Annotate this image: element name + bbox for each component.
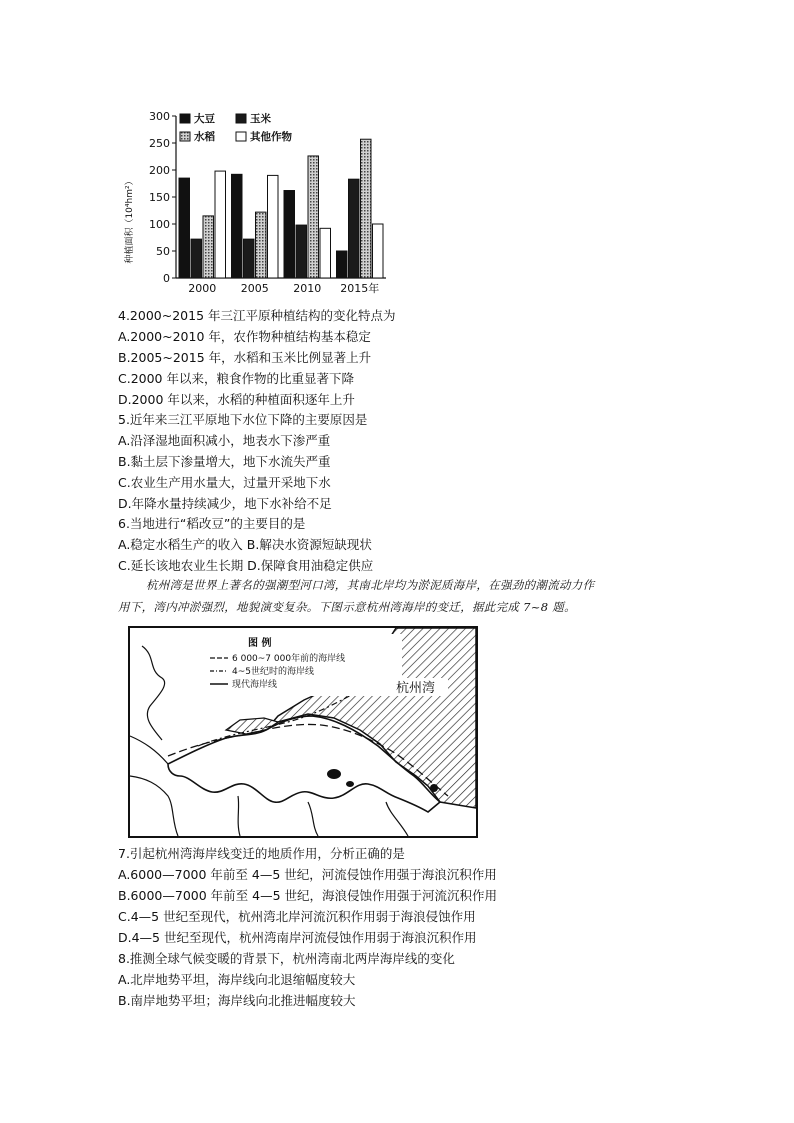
q8-option-b: B.南岸地势平坦；海岸线向北推进幅度较大 xyxy=(118,993,356,1008)
q6-options-cd: C.延长该地农业生长期 D.保障食用油稳定供应 xyxy=(118,558,374,573)
bar-1 xyxy=(337,251,348,278)
bar-2 xyxy=(296,225,307,278)
q4-option-b: B.2005~2015 年，水稻和玉米比例显著上升 xyxy=(118,350,372,365)
bar-3 xyxy=(256,212,267,278)
legend-swatch xyxy=(236,132,246,141)
island xyxy=(346,781,354,787)
bar-1 xyxy=(284,191,295,278)
bar-4 xyxy=(215,171,226,278)
legend-swatch xyxy=(236,114,246,123)
hangzhou-bay-label: 杭州湾 xyxy=(396,681,436,696)
map-legend-item-2: 4~5世纪时的海岸线 xyxy=(232,667,314,677)
q6-options-ab: A.稳定水稻生产的收入 B.解决水资源短缺现状 xyxy=(118,537,372,552)
q4-option-d: D.2000 年以来，水稻的种植面积逐年上升 xyxy=(118,392,355,407)
q5-option-c: C.农业生产用水量大，过量开采地下水 xyxy=(118,475,331,490)
q5-option-b: B.黏土层下渗量增大，地下水流失严重 xyxy=(118,454,331,469)
q4-option-a: A.2000~2010 年，农作物种植结构基本稳定 xyxy=(118,329,371,344)
map-legend-item-3: 现代海岸线 xyxy=(232,680,278,690)
q4-stem: 4.2000~2015 年三江平原种植结构的变化特点为 xyxy=(118,308,396,323)
x-tick-label: 2005 xyxy=(240,282,269,295)
island xyxy=(430,784,438,792)
hangzhou-bay-coastline-map xyxy=(128,626,478,838)
passage-line-2: 用下，湾内冲淤强烈，地貌演变复杂。下图示意杭州湾海岸的变迁，据此完成 7~8 题。 xyxy=(118,600,576,614)
q7-option-b: B.6000—7000 年前至 4—5 世纪，海浪侵蚀作用强于河流沉积作用 xyxy=(118,888,497,903)
q6-stem: 6.当地进行“稻改豆”的主要目的是 xyxy=(118,516,306,531)
bar-2 xyxy=(191,239,202,278)
y-axis-label: 种植面积（10⁴hm²） xyxy=(125,176,135,264)
legend-label: 大豆 xyxy=(194,113,215,125)
y-tick-label: 0 xyxy=(163,272,170,285)
legend-swatch xyxy=(180,132,190,141)
bar-3 xyxy=(203,216,214,278)
q8-option-a: A.北岸地势平坦，海岸线向北退缩幅度较大 xyxy=(118,972,356,987)
q8-stem: 8.推测全球气候变暖的背景下，杭州湾南北两岸海岸线的变化 xyxy=(118,951,455,966)
q4-option-c: C.2000 年以来，粮食作物的比重显著下降 xyxy=(118,371,354,386)
bar-1 xyxy=(179,178,190,278)
planting-area-bar-chart xyxy=(118,108,398,296)
q7-option-c: C.4—5 世纪至现代，杭州湾北岸河流沉积作用弱于海浪侵蚀作用 xyxy=(118,909,476,924)
map-legend-item-1: 6 000~7 000年前的海岸线 xyxy=(232,654,346,664)
y-tick-label: 100 xyxy=(149,218,170,231)
y-tick-label: 250 xyxy=(149,137,170,150)
x-tick-label: 2000 xyxy=(188,282,217,295)
x-tick-label: 2010 xyxy=(293,282,322,295)
island xyxy=(327,769,341,779)
y-tick-label: 200 xyxy=(149,164,170,177)
bar-2 xyxy=(244,239,255,278)
q7-stem: 7.引起杭州湾海岸线变迁的地质作用，分析正确的是 xyxy=(118,846,405,861)
bar-4 xyxy=(373,224,384,278)
legend-label: 其他作物 xyxy=(250,131,292,143)
legend-swatch xyxy=(180,114,190,123)
passage xyxy=(118,574,686,618)
x-tick-label: 2015年 xyxy=(340,282,380,295)
q5-option-d: D.年降水量持续减少，地下水补给不足 xyxy=(118,496,332,511)
bar-2 xyxy=(349,179,360,278)
passage-line-1: 杭州湾是世界上著名的强潮型河口湾，其南北岸均为淤泥质海岸，在强劲的潮流动力作 xyxy=(146,578,595,592)
q7-option-a: A.6000—7000 年前至 4—5 世纪，河流侵蚀作用强于海浪沉积作用 xyxy=(118,867,497,882)
bar-4 xyxy=(268,175,279,278)
map-legend xyxy=(206,634,402,696)
q7-option-d: D.4—5 世纪至现代，杭州湾南岸河流侵蚀作用弱于海浪沉积作用 xyxy=(118,930,477,945)
y-tick-label: 150 xyxy=(149,191,170,204)
bar-3 xyxy=(361,139,372,278)
q5-option-a: A.沿泽湿地面积减小，地表水下渗严重 xyxy=(118,433,331,448)
y-tick-label: 300 xyxy=(149,110,170,123)
legend-label: 玉米 xyxy=(250,113,271,125)
bar-3 xyxy=(308,156,319,278)
y-tick-label: 50 xyxy=(156,245,170,258)
bar-4 xyxy=(320,228,331,278)
q5-stem: 5.近年来三江平原地下水位下降的主要原因是 xyxy=(118,412,368,427)
bar-1 xyxy=(232,174,243,278)
map-legend-title: 图 例 xyxy=(248,638,272,649)
legend-label: 水稻 xyxy=(194,131,215,143)
